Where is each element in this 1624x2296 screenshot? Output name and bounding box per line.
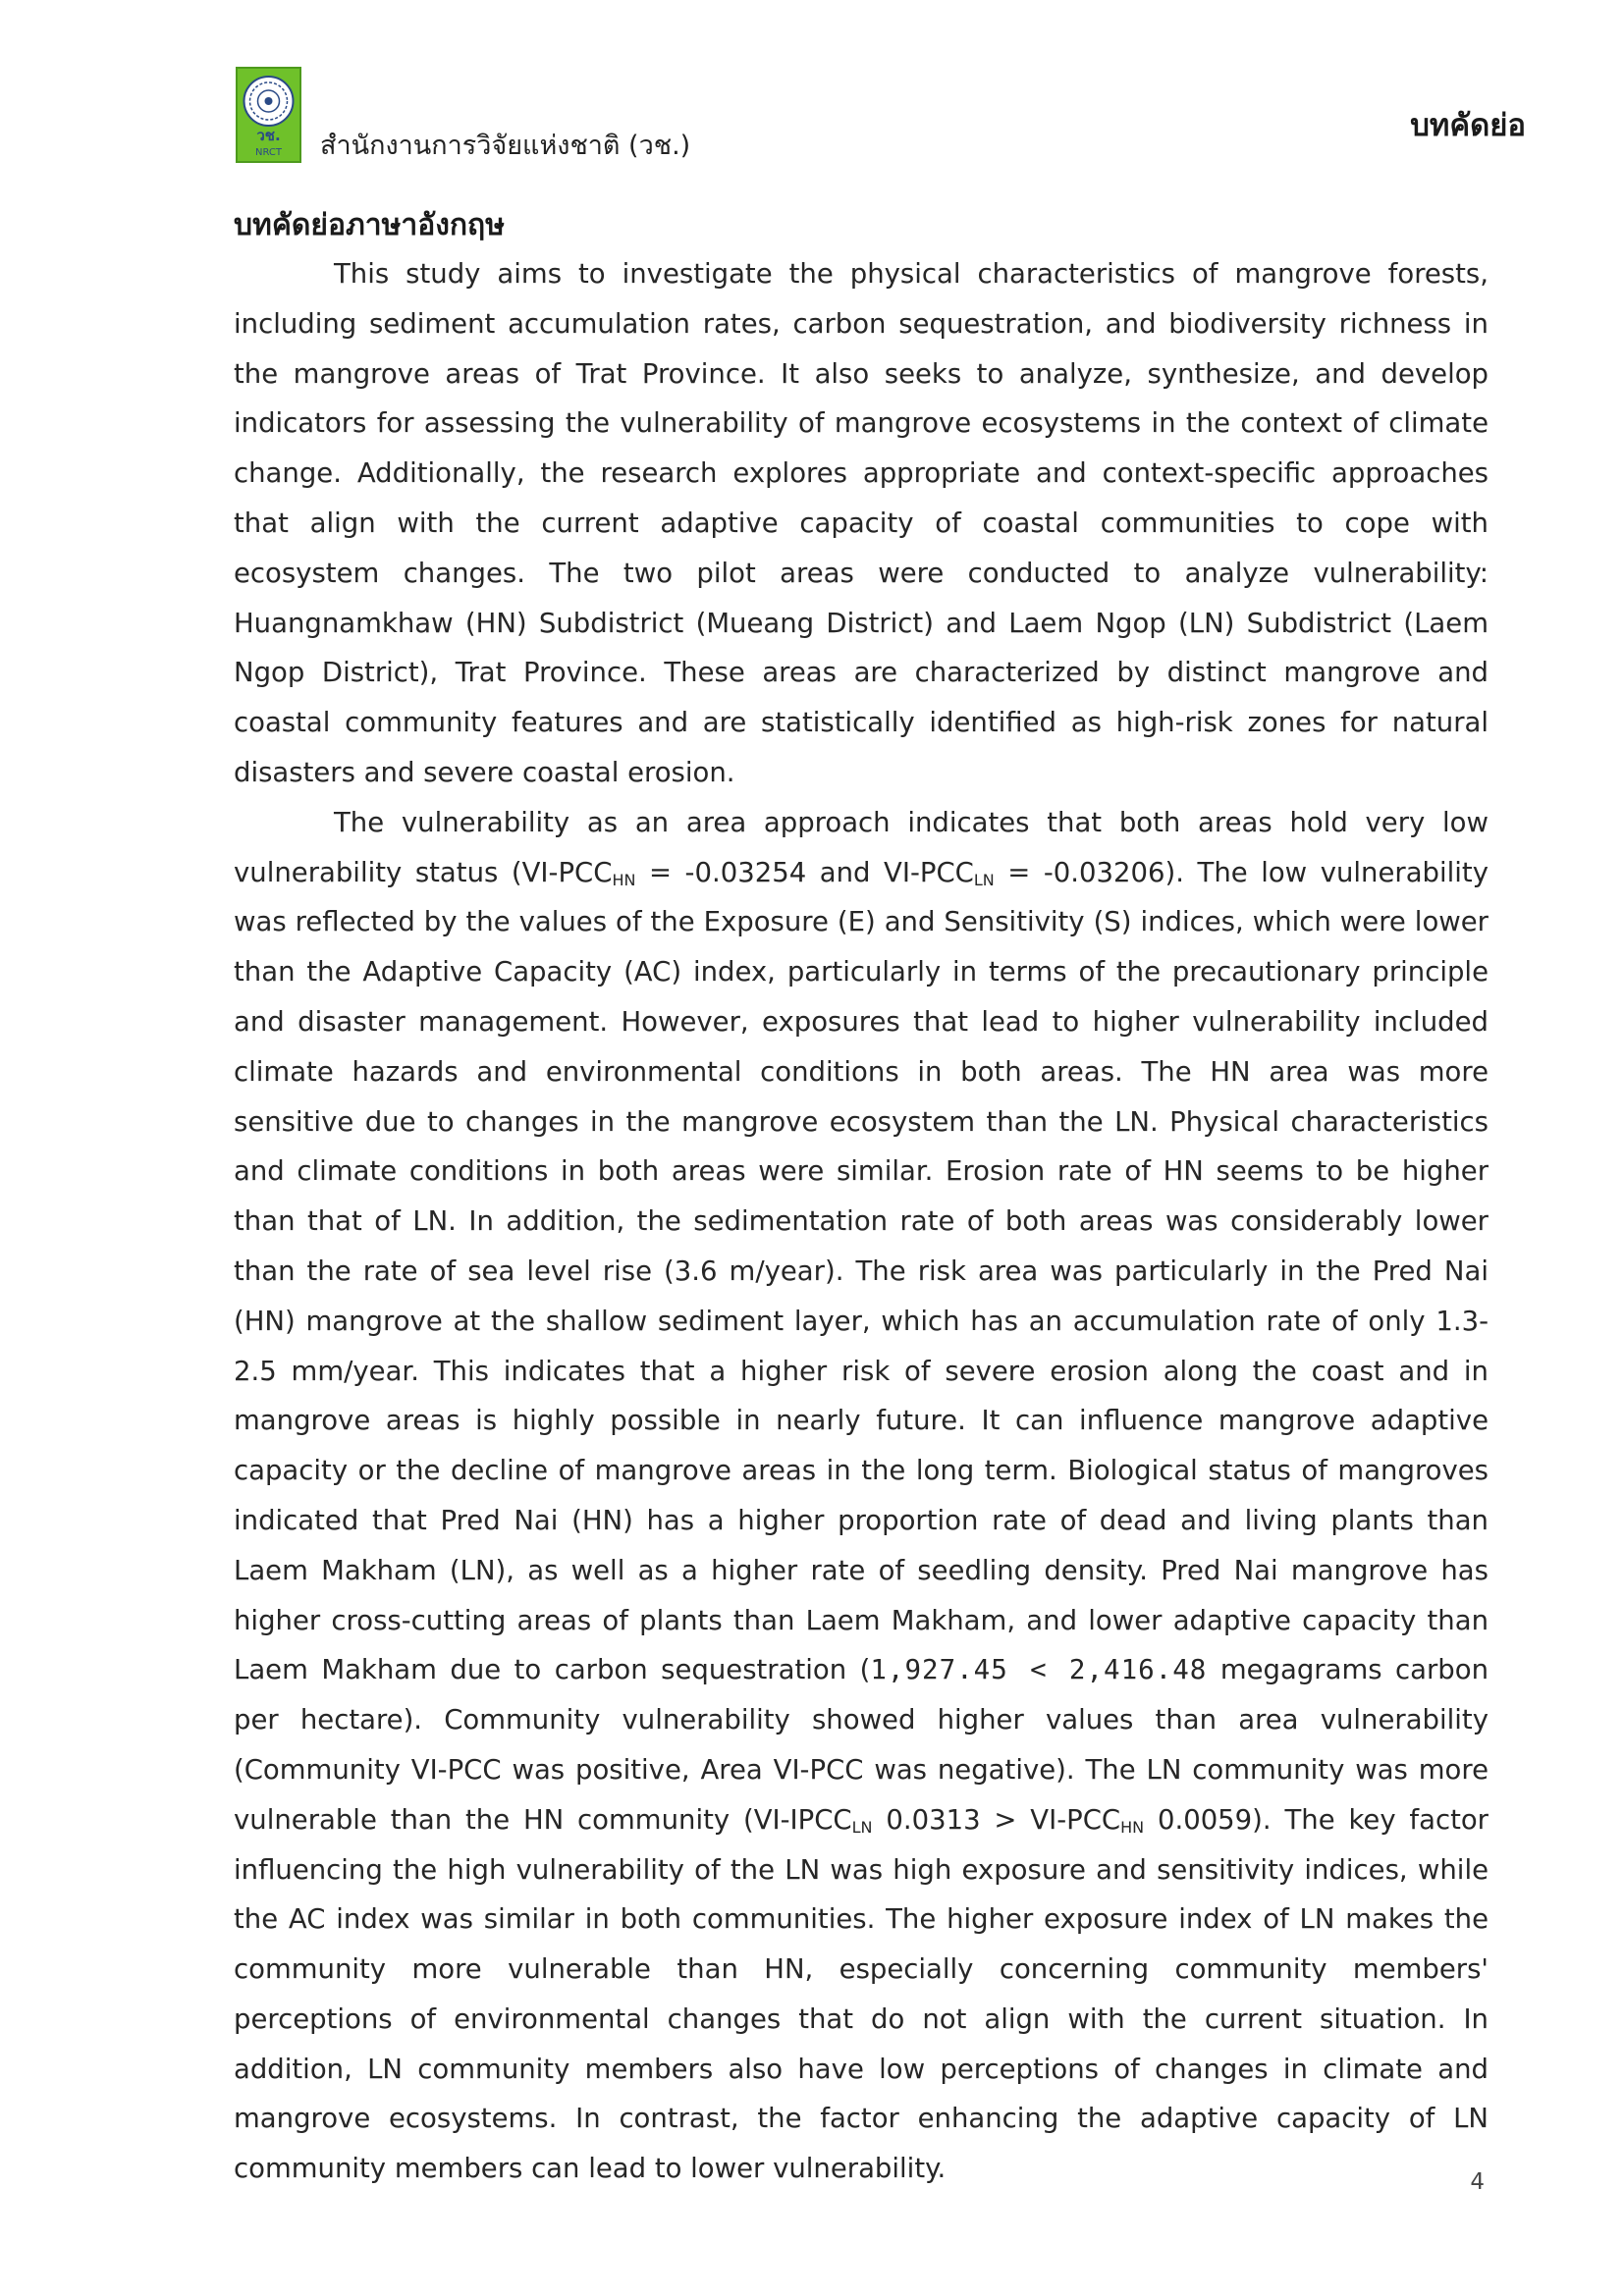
logo-text: วช. [256,127,281,144]
page-title: บทคัดย่อภาษาอังกฤษ [234,208,505,242]
subscript-hn-2: HN [1120,1817,1145,1837]
page-number: 4 [1470,2169,1485,2195]
paragraph-2 [234,798,1489,2194]
paragraph-2-text-1: The vulnerability as an area approach indicates that both areas hold very low vulnerability status (VI-PCC [234,806,1489,888]
subscript-ln: LN [973,870,995,889]
logo-subtext: NRCT [254,147,283,158]
paragraph-2-text-4: megagrams carbon per hectare). Community vulnerability showed higher values than area vulnerability (Community VI-PCC was positive, Area VI-PCC was negative). The LN community was more vulnerable than the HN community (VI-IPCC [234,1654,1489,1836]
nrct-emblem-icon [238,69,299,161]
paragraph-2-text-2: = -0.03254 and VI-PCC [635,856,974,888]
org-name: สำนักงานการวิจัยแห่งชาติ (วช.) [320,131,691,161]
abstract-body [234,249,1489,2194]
subscript-ln-2: LN [851,1817,873,1837]
carbon-values: 1,927.45 < 2,416.48 [870,1654,1208,1686]
subscript-hn: HN [612,870,636,889]
nrct-logo [236,67,301,163]
paragraph-1: This study aims to investigate the physical characteristics of mangrove forests, including sediment accumulation rates, carbon sequestration, and biodiversity richness in the mangrove areas of Trat Province. It also seeks to analyze, synthesize, and develop indicators for assessing the vulnerability of mangrove ecosystems in the context of climate change. Additionally, the research explores appropriate and context-specific approaches that align with the current adaptive capacity of coastal communities to cope with ecosystem changes. The two pilot areas were conducted to analyze vulnerability: Huangnamkhaw (HN) Subdistrict (Mueang District) and Laem Ngop (LN) Subdistrict (Laem Ngop District), Trat Province. These areas are characterized by distinct mangrove and coastal community features and are statistically identified as high-risk zones for natural disasters and severe coastal erosion. [234,258,1489,788]
section-label: บทคัดย่อ [1410,108,1526,143]
paragraph-2-text-3: = -0.03206). The low vulnerability was reflected by the values of the Exposure (E) and Sensitivity (S) indices, which were lower than the Adaptive Capacity (AC) index, particularly in terms of the precautionary principle and disaster management. However, exposures that lead to higher vulnerability included climate hazards and environmental conditions in both areas. The HN area was more sensitive due to changes in the mangrove ecosystem than the LN. Physical characteristics and climate conditions in both areas were similar. Erosion rate of HN seems to be higher than that of LN. In addition, the sedimentation rate of both areas was considerably lower than the rate of sea level rise (3.6 m/year). The risk area was particularly in the Pred Nai (HN) mangrove at the shallow sediment layer, which has an accumulation rate of only 1.3-2.5 mm/year. This indicates that a higher risk of severe erosion along the coast and in mangrove areas is highly possible in nearly future. It can influence mangrove adaptive capacity or the decline of mangrove areas in the long term. Biological status of mangroves indicated that Pred Nai (HN) has a higher proportion rate of dead and living plants than Laem Makham (LN), as well as a higher rate of seedling density. Pred Nai mangrove has higher cross-cutting areas of plants than Laem Makham, and lower adaptive capacity than Laem Makham due to carbon sequestration ( [234,856,1489,1686]
paragraph-2-text-6: 0.0059). The key factor influencing the high vulnerability of the LN was high exposure and sensitivity indices, while the AC index was similar in both communities. The higher exposure index of LN makes the community more vulnerable than HN, especially concerning community members' perceptions of environmental changes that do not align with the current situation. In addition, LN community members also have low perceptions of changes in climate and mangrove ecosystems. In contrast, the factor enhancing the adaptive capacity of LN community members can lead to lower vulnerability. [234,1803,1489,2185]
paragraph-2-text-5: 0.0313 > VI-PCC [872,1803,1121,1836]
